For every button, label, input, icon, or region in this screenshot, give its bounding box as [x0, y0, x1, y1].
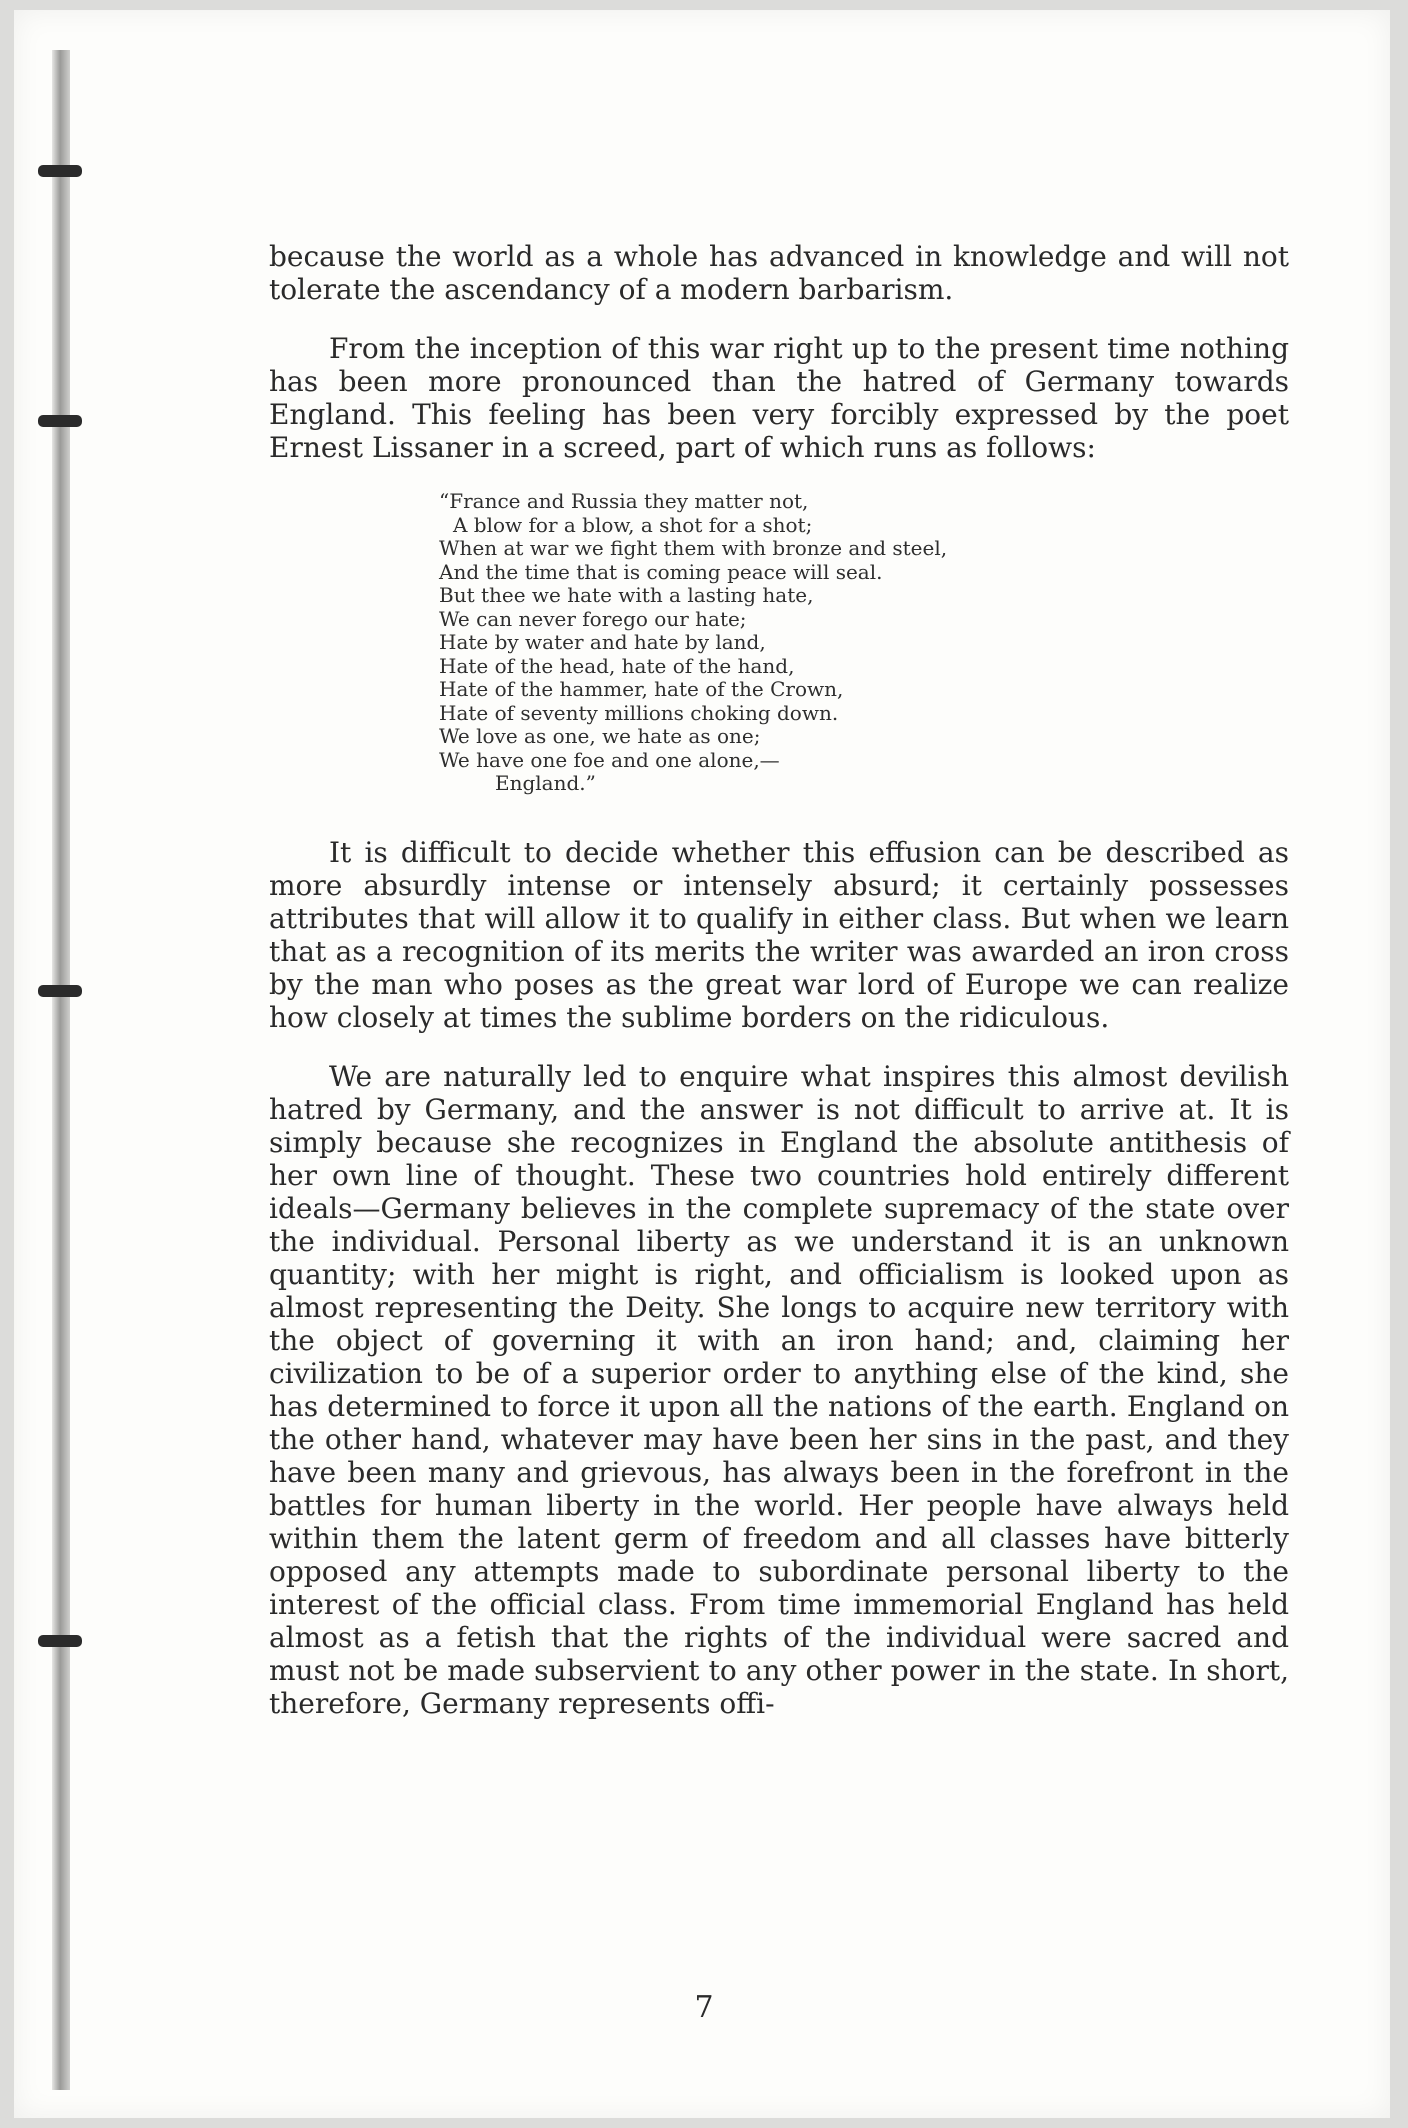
- poem-line: A blow for a blow, a shot for a shot;: [453, 512, 813, 537]
- poem-line: We can never forego our hate;: [439, 606, 747, 631]
- poem-quotation: [439, 490, 1289, 796]
- poem-line: And the time that is coming peace will seal.: [439, 559, 883, 584]
- binding-edge: [52, 50, 70, 2090]
- page-number: 7: [694, 1990, 714, 2025]
- body-text: [269, 240, 1289, 1746]
- poem-line: Hate of seventy millions choking down.: [439, 700, 839, 725]
- poem-line: Hate by water and hate by land,: [439, 630, 766, 654]
- page: [14, 10, 1390, 2118]
- paragraph-continued: because the world as a whole has advanced in knowledge and will not tolerate the ascendancy of a modern barbarism.: [269, 240, 1289, 306]
- paragraph: It is difficult to decide whether this effusion can be described as more absurdly intense or intensely absurd; it certainly possesses attributes that will allow it to qualify in either class. But when we learn that as a recognition of its merits the writer was awarded an iron cross by the man who poses as the great war lord of Europe we can realize how closely at times the sublime borders on the ridiculous.: [269, 835, 1289, 1034]
- poem-line: But thee we hate with a lasting hate,: [439, 583, 814, 607]
- binding-staple: [38, 1635, 82, 1647]
- paragraph: We are naturally led to enquire what inspires this almost devilish hatred by Germany, and the answer is not difficult to arrive at. It is simply because she recognizes in England the absolute antithesis of her own line of thought. These two countries hold entirely different ideals—Germany believes in the complete supremacy of the state over the individual. Personal liberty as we understand it is an unknown quantity; with her might is right, and officialism is looked upon as almost representing the Deity. She longs to acquire new territory with the object of governing it with an iron hand; and, claiming her civilization to be of a superior order to anything else of the kind, she has determined to force it upon all the nations of the earth. England on the other hand, whatever may have been her sins in the past, and they have been many and grievous, has always been in the forefront in the battles for human liberty in the world. Her people have always held within them the latent germ of freedom and all classes have bitterly opposed any attempts made to subordinate personal liberty to the interest of the official class. From time immemorial England has held almost as a fetish that the rights of the individual were sacred and must not be made subservient to any other power in the state. In short, therefore, Germany represents offi-: [269, 1059, 1289, 1720]
- binding-staple: [38, 165, 82, 177]
- binding-staple: [38, 985, 82, 997]
- poem-line: England.”: [495, 771, 596, 795]
- paragraph-intro-poem: From the inception of this war right up to the present time nothing has been more pronounced than the hatred of Germany towards England. This feeling has been very forcibly expressed by the poet Ernest Lissaner in a screed, part of which runs as follows:: [269, 332, 1289, 464]
- poem-line: Hate of the head, hate of the hand,: [439, 653, 795, 678]
- binding-staple: [38, 415, 82, 427]
- poem-line: Hate of the hammer, hate of the Crown,: [439, 677, 844, 701]
- poem-line: We have one foe and one alone,—: [439, 747, 780, 772]
- poem-line: When at war we fight them with bronze and steel,: [439, 536, 948, 560]
- poem-line: We love as one, we hate as one;: [439, 724, 761, 748]
- poem-line: “France and Russia they matter not,: [439, 489, 809, 513]
